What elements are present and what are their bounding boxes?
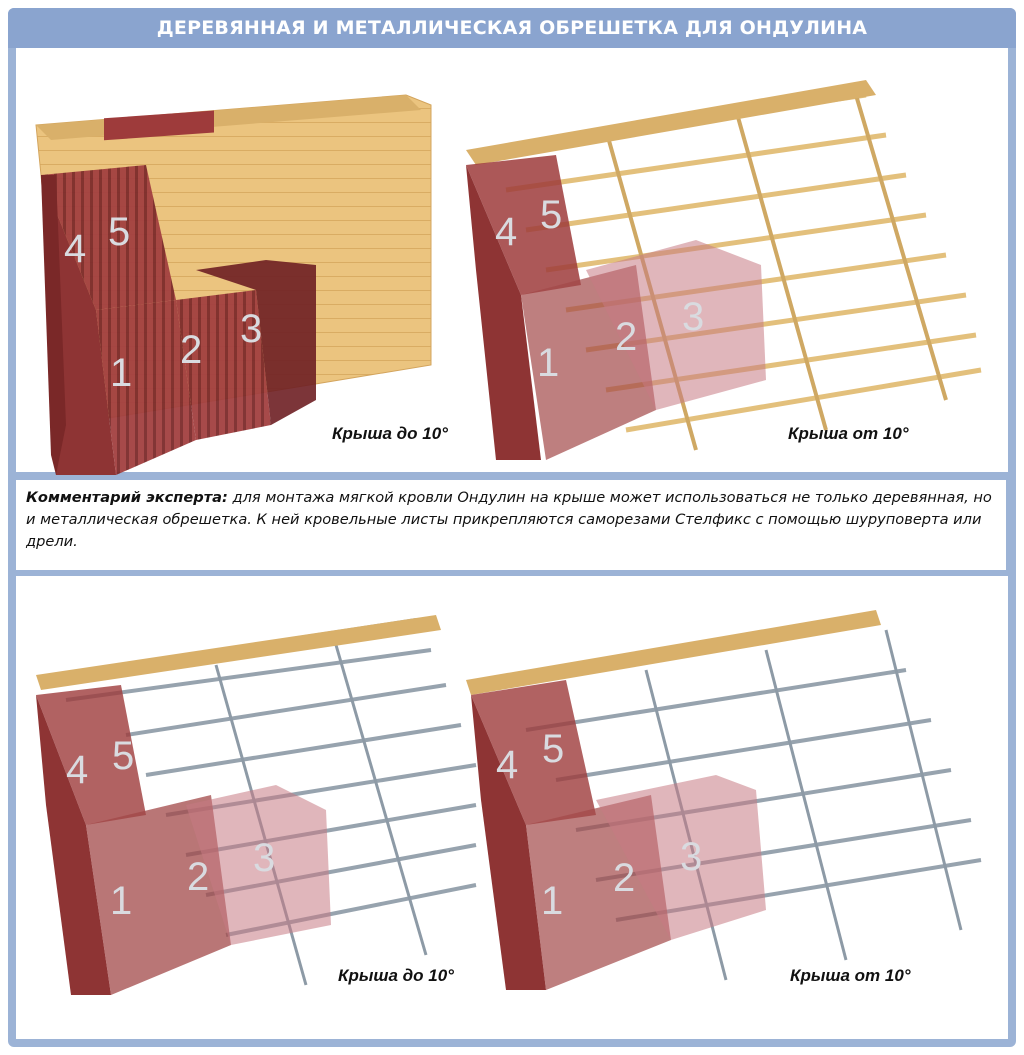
- sheet-number-4: 4: [495, 210, 518, 254]
- sheet-number-1: 1: [537, 341, 560, 385]
- caption-metal-dense: Крыша до 10°: [338, 966, 454, 985]
- sheet-number-1: 1: [110, 351, 133, 395]
- sheet-number-5: 5: [540, 193, 563, 237]
- sheet-number-2: 2: [187, 855, 210, 899]
- sheet-number-3: 3: [682, 295, 705, 339]
- caption-wood-solid: Крыша до 10°: [332, 424, 448, 443]
- sheet-number-1: 1: [110, 879, 133, 923]
- sheet-number-3: 3: [240, 307, 263, 351]
- caption-metal-grid: Крыша от 10°: [790, 966, 911, 985]
- sheet-number-3: 3: [253, 836, 276, 880]
- sheet-number-5: 5: [108, 210, 131, 254]
- sheet-number-4: 4: [64, 227, 87, 271]
- sheet-number-5: 5: [112, 734, 135, 778]
- caption-wood-grid: Крыша от 10°: [788, 424, 909, 443]
- page-title: ДЕРЕВЯННАЯ И МЕТАЛЛИЧЕСКАЯ ОБРЕШЕТКА ДЛЯ ОНДУЛИНА: [8, 8, 1016, 48]
- sheet-number-4: 4: [66, 748, 89, 792]
- expert-comment-label: Комментарий эксперта:: [26, 489, 228, 506]
- sheet-number-2: 2: [613, 856, 636, 900]
- sheet-number-2: 2: [180, 328, 203, 372]
- expert-comment-text: для монтажа мягкой кровли Ондулин на крыше может использоваться не только деревянная, но и металлическая обрешетка. К ней кровельные листы прикрепляются саморезами Стелфикс с помощью шуруповерта или дрели.: [26, 489, 992, 550]
- sheet-number-5: 5: [542, 727, 565, 771]
- sheet-number-2: 2: [615, 315, 638, 359]
- sheet-number-1: 1: [541, 879, 564, 923]
- sheet-number-3: 3: [680, 835, 703, 879]
- sheet-number-4: 4: [496, 743, 519, 787]
